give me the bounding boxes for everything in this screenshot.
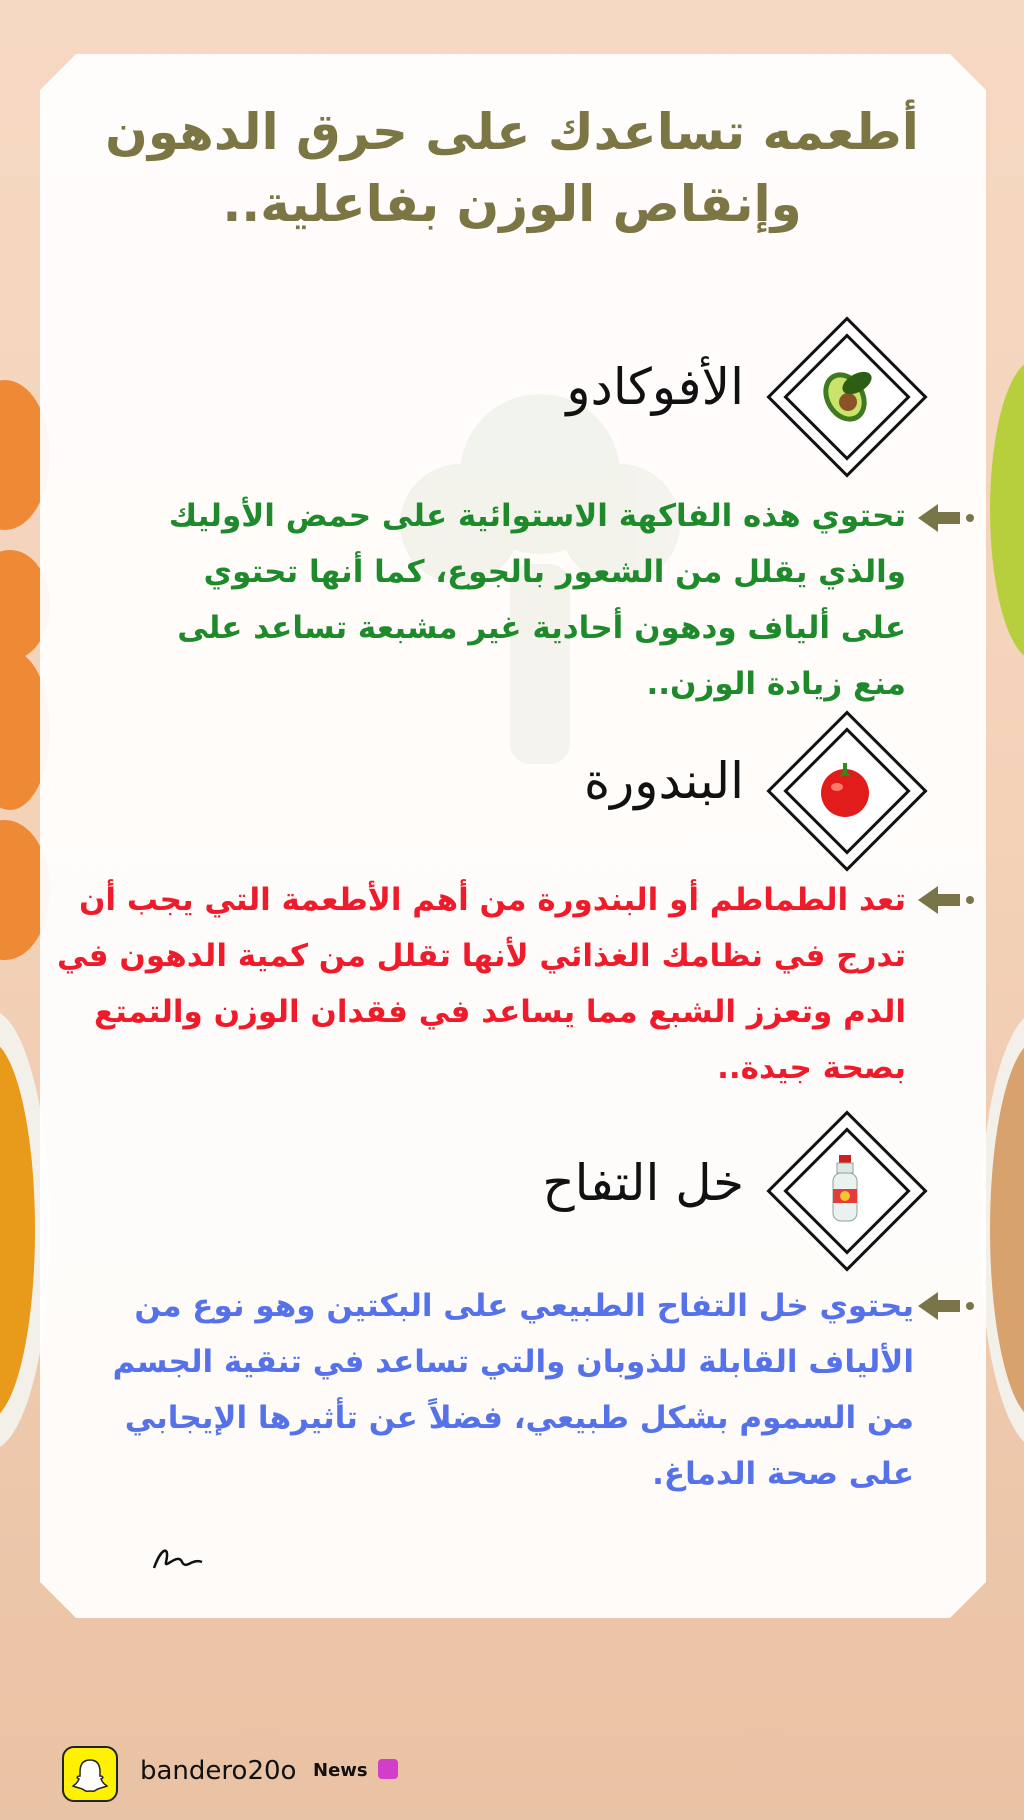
item-description-tomato: تعد الطماطم أو البندورة من أهم الأطعمة التي يجب أن تدرج في نظامك الغذائي لأنها تقلل من كمية الدهون في الدم وتعزز الشبع مما يساعد في فقدان الوزن والتمتع بصحة جيدة..	[56, 882, 906, 1086]
footer-brand: News	[313, 1760, 368, 1781]
footer-handle[interactable]: bandero20o	[140, 1756, 297, 1786]
vinegar-badge	[768, 1112, 922, 1266]
snapchat-icon[interactable]	[62, 1746, 118, 1802]
page-title: أطعمه تساعدك على حرق الدهون وإنقاص الوزن بفاعلية..	[105, 103, 919, 233]
brand-logo-icon	[378, 1759, 398, 1779]
signature-logo	[148, 1540, 208, 1574]
arrow-icon	[916, 882, 978, 918]
tomato-badge	[768, 712, 922, 866]
item-heading-vinegar: خل التفاح	[542, 1154, 744, 1212]
arrow-icon	[916, 500, 978, 536]
avocado-badge	[768, 318, 922, 472]
apple-decoration	[990, 360, 1024, 660]
arrow-icon	[916, 1288, 978, 1324]
item-heading-avocado: الأفوكادو	[566, 358, 744, 416]
tomato-icon	[803, 747, 887, 831]
item-description-vinegar: يحتوي خل التفاح الطبيعي على البكتين وهو نوع من الألياف القابلة للذوبان والتي تساعد في تنقية الجسم من السموم بشكل طبيعي، فضلاً عن تأثيرها الإيجابي على صحة الدماغ.	[112, 1288, 914, 1492]
item-heading-tomato: البندورة	[583, 752, 744, 810]
vinegar-bottle-icon	[803, 1147, 887, 1231]
avocado-icon	[803, 353, 887, 437]
ghost-glyph	[64, 1748, 116, 1800]
item-description-avocado: تحتوي هذه الفاكهة الاستوائية على حمض الأوليك والذي يقلل من الشعور بالجوع، كما أنها تحتوي على ألياف ودهون أحادية غير مشبعة تساعد على منع زيادة الوزن..	[168, 498, 906, 702]
